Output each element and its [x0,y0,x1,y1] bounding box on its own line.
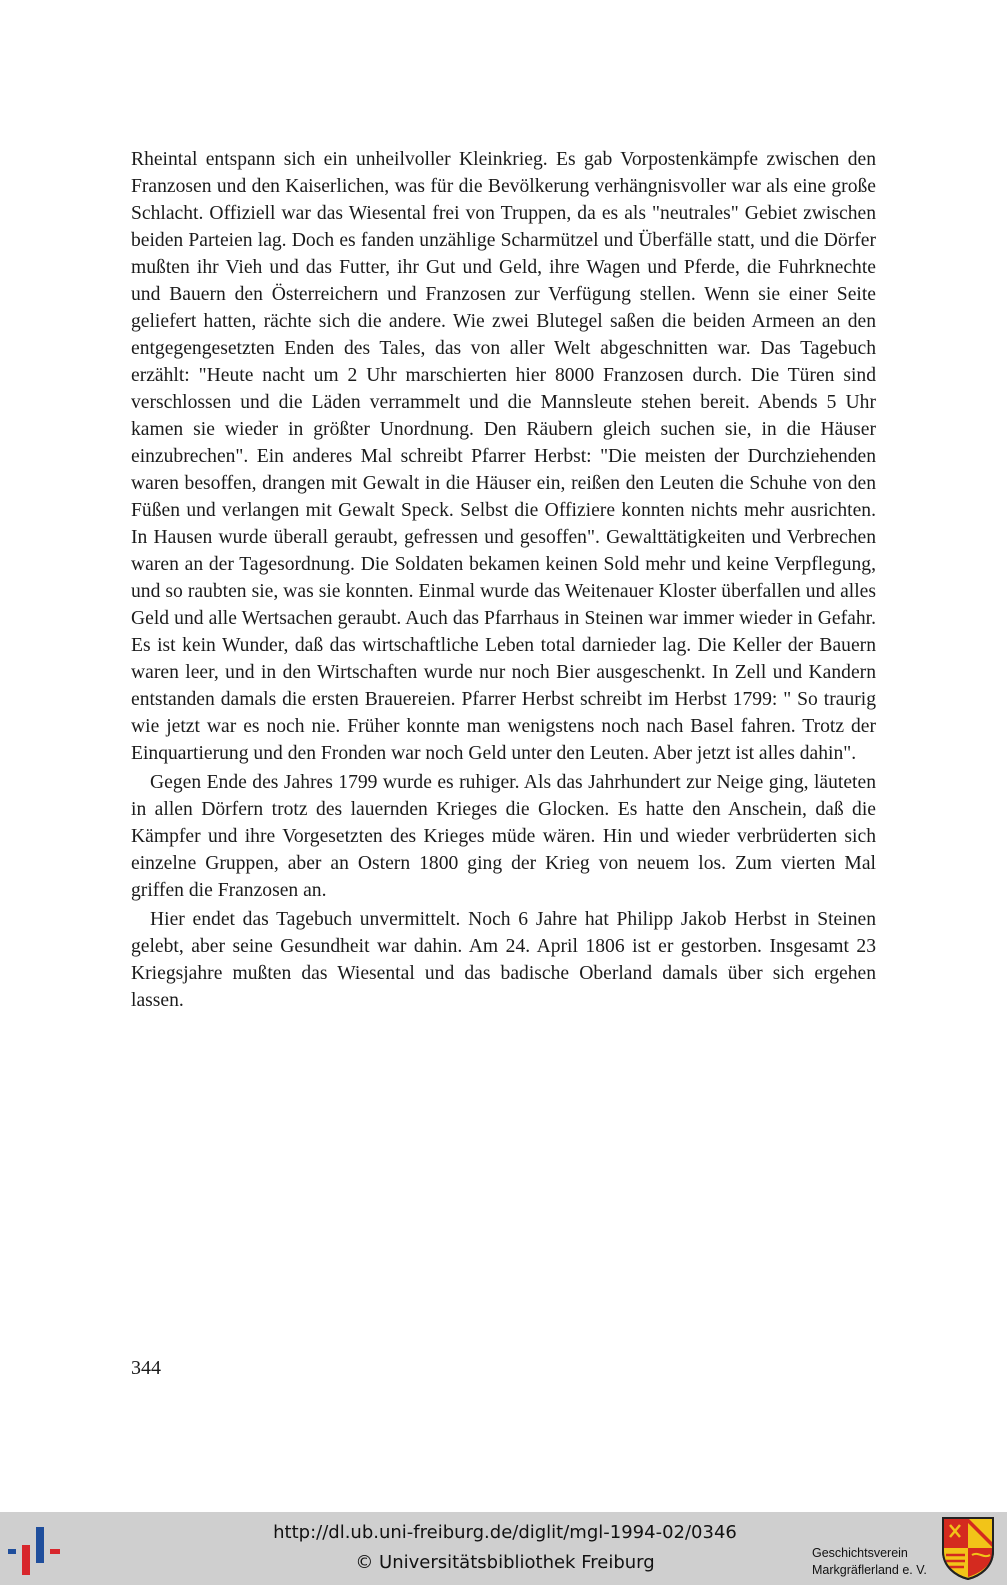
paragraph-1: Rheintal entspann sich ein unheilvoller Kleinkrieg. Es gab Vorpostenkämpfe zwischen den Franzosen und den Kaiserlichen, was für die Bevölkerung verhängnisvoller war als eine große Schlacht. Offiziell war das Wiesental frei von Truppen, da es als "neutrales" Gebiet zwischen beiden Parteien lag. Doch es fanden unzählige Scharmützel und Überfälle statt, und die Dörfer mußten ihr Vieh und das Futter, ihr Gut und Geld, ihre Wagen und Pferde, die Fuhrknechte und Bauern den Österreichern und Franzosen zur Verfügung stellen. Wenn sie einer Seite geliefert hatten, rächte sich die andere. Wie zwei Blutegel saßen die beiden Armeen an den entgegengesetzten Enden des Tales, das von aller Welt abgeschnitten war. Das Tagebuch erzählt: "Heute nacht um 2 Uhr marschierten hier 8000 Franzosen durch. Die Türen sind verschlossen und die Läden verrammelt und die Mannsleute stehen bereit. Abends 5 Uhr kamen sie wieder in größter Unordnung. Den Räubern gleich suchen sie, in die Häuser einzubrechen". Ein anderes Mal schreibt Pfarrer Herbst: "Die meisten der Durchziehenden waren besoffen, drangen mit Gewalt in die Häuser ein, reißen den Leuten die Schuhe von den Füßen und verlangen mit Gewalt Speck. Selbst die Offiziere konnten nichts mehr ausrichten. In Hausen wurde überall geraubt, gefressen und gesoffen". Gewalttätigkeiten und Verbrechen waren an der Tagesordnung. Die Soldaten bekamen keinen Sold mehr und keine Verpflegung, und so raubten sie, was sie konnten. Einmal wurde das Weitenauer Kloster überfallen und alles Geld und alle Wertsachen geraubt. Auch das Pfarrhaus in Steinen war immer wieder in Gefahr. Es ist kein Wunder, daß das wirtschaftliche Leben total darnieder lag. Die Keller der Bauern waren leer, und in den Wirtschaften wurde nur noch Bier ausgeschenkt. In Zell und Kandern entstanden damals die ersten Brauereien. Pfarrer Herbst schreibt im Herbst 1799: " So traurig wie jetzt war es noch nie. Früher konnte man wenigstens noch nach Basel fahren. Trotz der Einquartierung und den Fronden war noch Geld unter den Leuten. Aber jetzt ist alles dahin". [131,149,876,764]
society-name [812,1545,927,1579]
footer-bar [0,1512,1007,1585]
source-url-link[interactable]: http://dl.ub.uni-freiburg.de/diglit/mgl-1994-02/0346 [273,1522,737,1543]
paragraph-3: Hier endet das Tagebuch unvermittelt. Noch 6 Jahre hat Philipp Jakob Herbst in Steinen gelebt, aber seine Gesundheit war dahin. Am 24. April 1806 ist er gestorben. Insgesamt 23 Kriegsjahre mußten das Wiesental und das badische Oberland damals über sich ergehen lassen. [131,909,876,1011]
body-text [131,146,876,1014]
society-name-line-2: Markgräflerland e. V. [812,1563,927,1577]
coat-of-arms-icon[interactable] [940,1515,996,1581]
ub-freiburg-logo-icon[interactable] [6,1525,66,1577]
paragraph-2: Gegen Ende des Jahres 1799 wurde es ruhiger. Als das Jahrhundert zur Neige ging, läuteten in allen Dörfern trotz des lauernden Krieges die Glocken. Es hatte den Anschein, daß die Kämpfer und ihre Vorgesetzten des Krieges müde wären. Hin und wieder verbrüderten sich einzelne Gruppen, aber an Ostern 1800 ging der Krieg von neuem los. Zum vierten Mal griffen die Franzosen an. [131,772,876,901]
society-name-line-1: Geschichtsverein [812,1546,908,1560]
copyright-text: © Universitätsbibliothek Freiburg [355,1552,655,1573]
page-number: 344 [131,1357,161,1379]
